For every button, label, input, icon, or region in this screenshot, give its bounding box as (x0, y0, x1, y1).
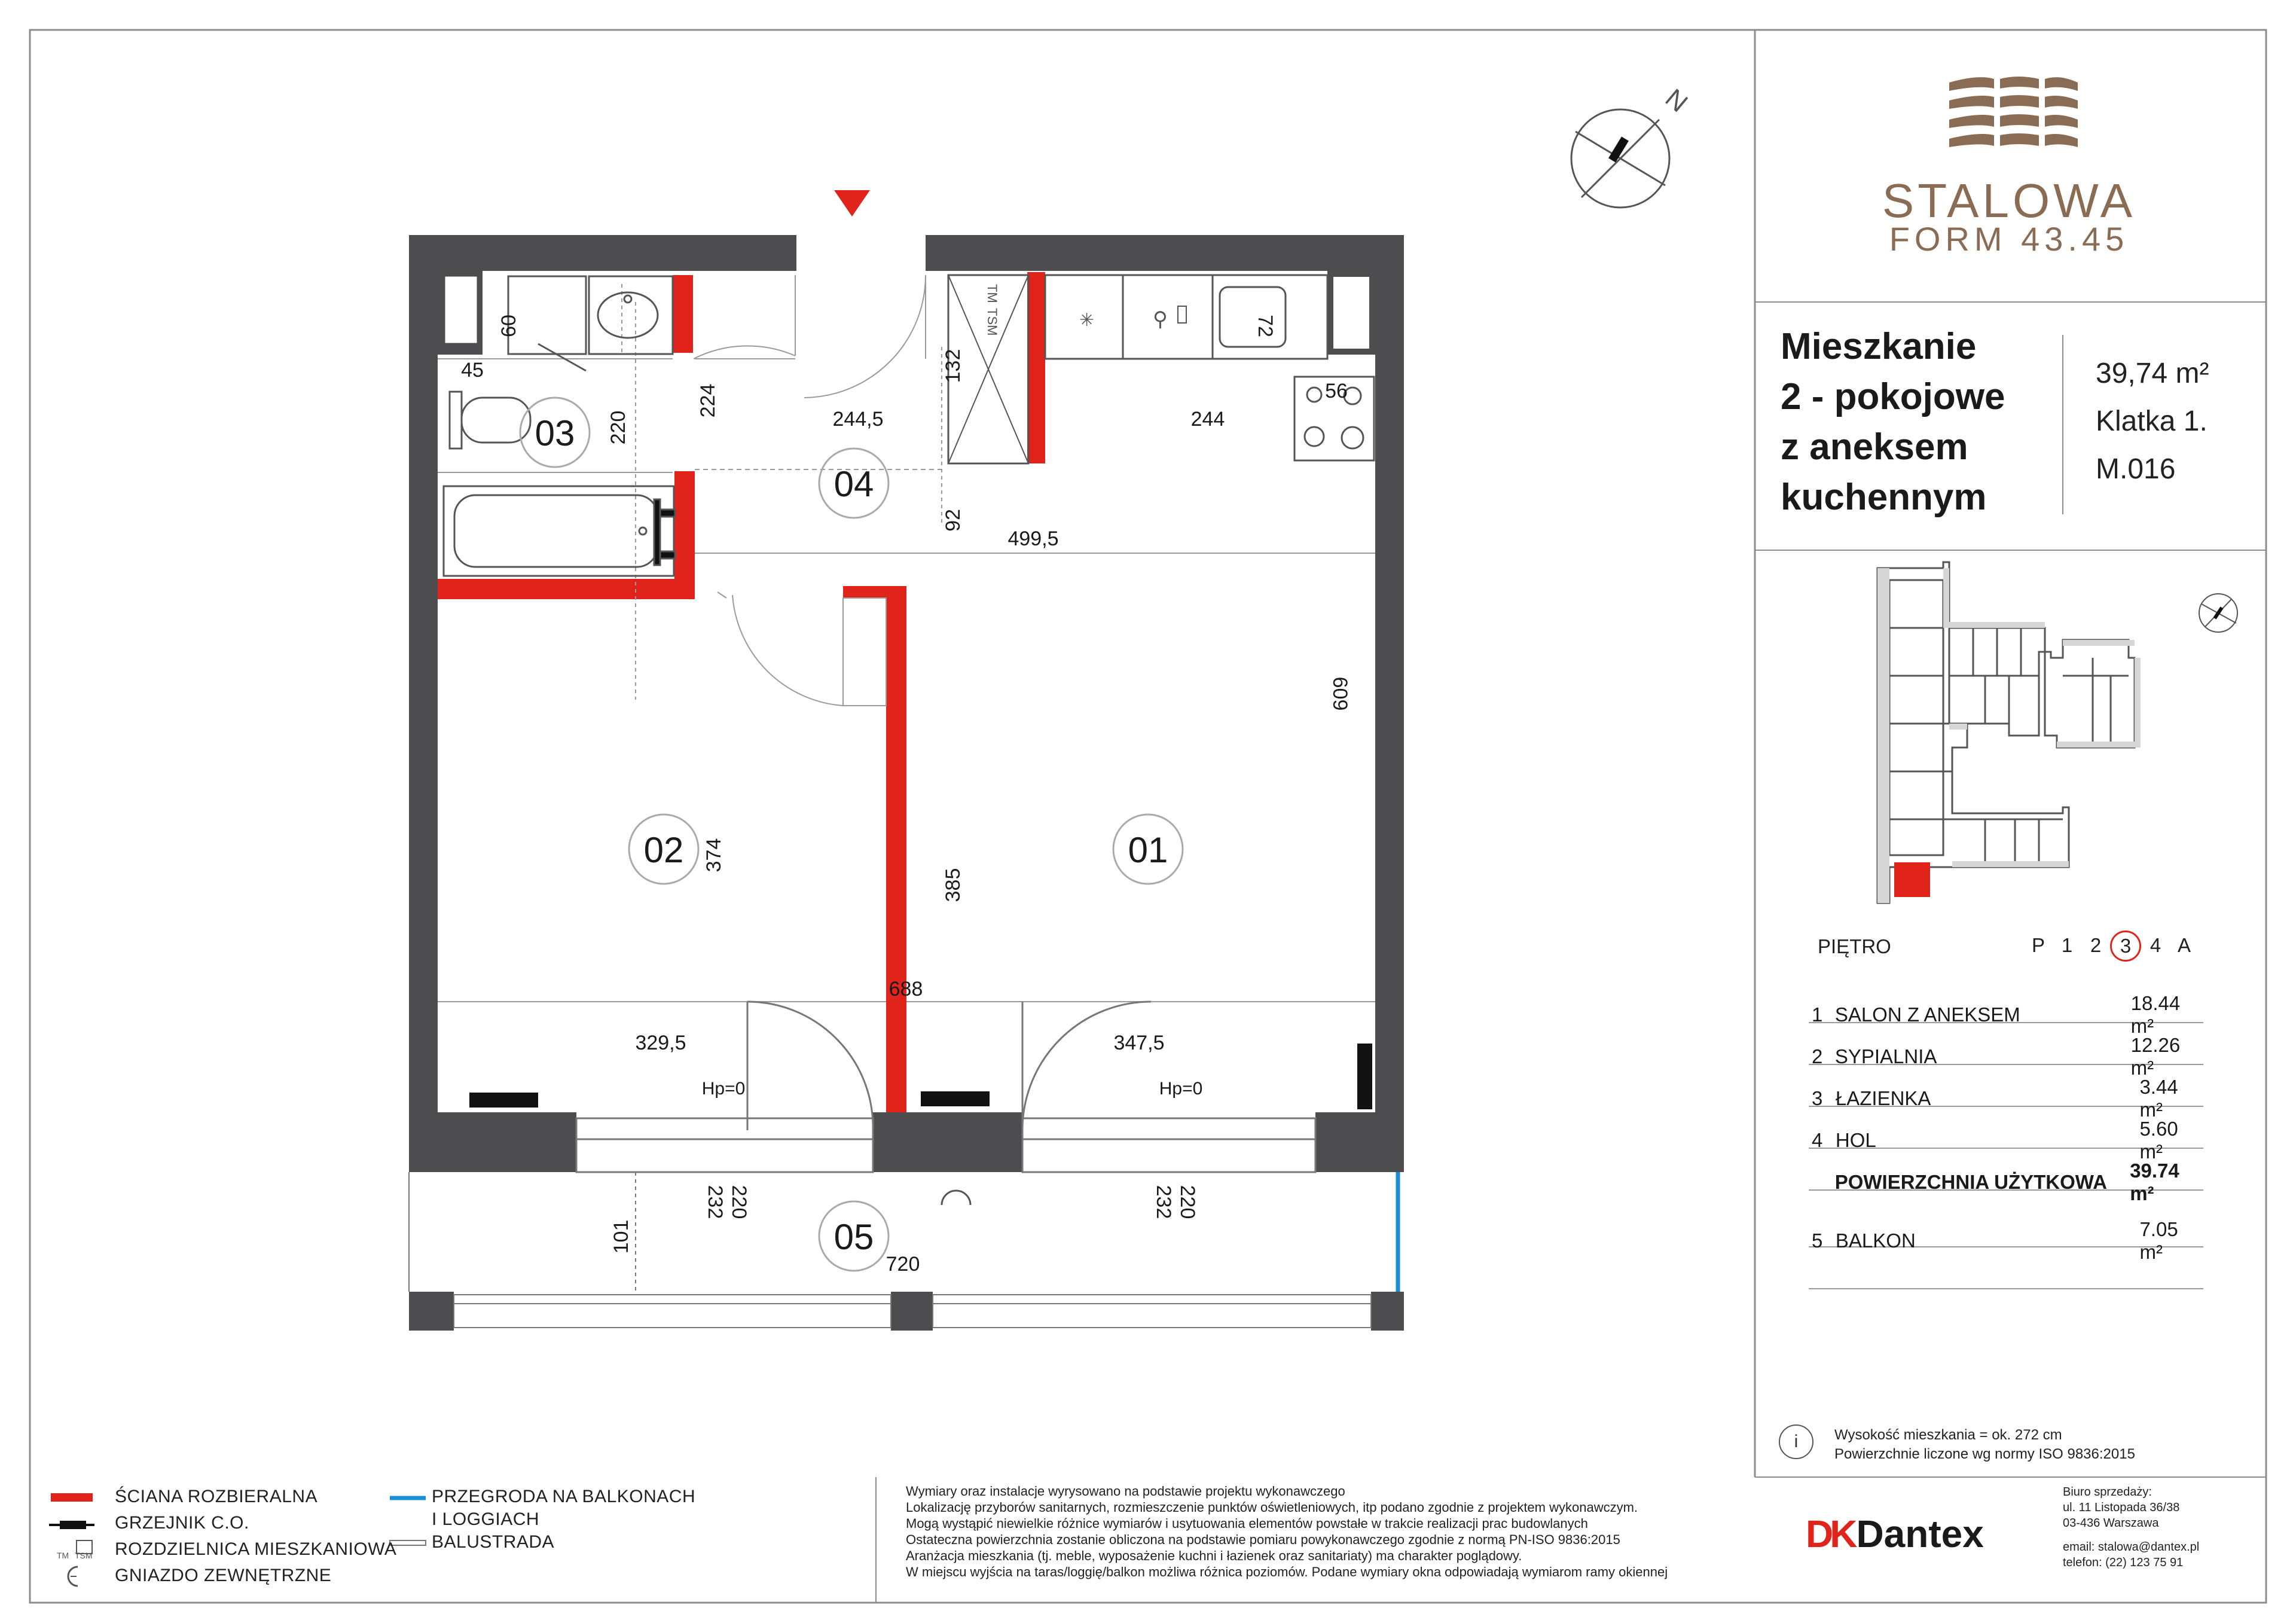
shaft-left (445, 277, 477, 343)
room-name: HOL (1835, 1129, 1876, 1151)
room-number: 2 (1812, 1045, 1823, 1067)
dim-56: 56 (1325, 380, 1348, 402)
apartment-info (2096, 350, 2209, 493)
floor-option[interactable]: 2 (2090, 934, 2102, 956)
svg-text:TSM: TSM (75, 1551, 93, 1560)
room-area: 3.44 m² (2139, 1076, 2178, 1121)
floor-option[interactable]: P (2031, 934, 2045, 956)
info-icon: i (1779, 1424, 1813, 1459)
dim-609: 609 (1329, 676, 1351, 711)
disclaimer-line: Mogą wystąpić niewielkie różnice wymiarów i usytuowania elementów powstałe w trakcie realizacji prac budowlanych (906, 1516, 1588, 1531)
room-name: SYPIALNIA (1834, 1045, 1937, 1067)
usable-area-row (1812, 1161, 2206, 1203)
dishwasher-icon: ⚲ (1153, 308, 1168, 331)
cabinet-label-tsm: TSM (985, 308, 1000, 336)
room-area: 5.60 m² (2139, 1118, 2178, 1163)
floor-option[interactable]: 4 (2150, 934, 2161, 956)
apartment-type-line: 2 - pokojowe (1781, 376, 2005, 417)
disclaimer-line: Aranżacja mieszkania (tj. meble, wyposażenie kuchni i łazienek oraz sanitariaty) ma charakter poglądowy. (906, 1548, 1522, 1563)
room-row (1812, 1078, 2206, 1119)
threshold-height-2: Hp=0 (1159, 1079, 1203, 1099)
socket-icon (942, 1191, 970, 1205)
disclaimer-line: Ostateczna powierzchnia zostanie obliczona na podstawie pomiaru powykonawczego zgodnie z normą PN-ISO 9836:2015 (906, 1532, 1620, 1547)
radiator-icon (469, 1044, 1372, 1109)
dim-232-left: 232 (704, 1185, 726, 1219)
dim-244: 244 (1190, 408, 1225, 431)
legend-radiator-label: GRZEJNIK C.O. (115, 1513, 249, 1533)
dim-101: 101 (610, 1219, 633, 1254)
room-labels (535, 410, 1168, 1257)
threshold-height-1: Hp=0 (701, 1079, 746, 1099)
legend-balustrade-label: BALUSTRADA (432, 1532, 555, 1552)
balcony (409, 1172, 1371, 1328)
room-table (1812, 994, 2206, 1262)
balcony-name: BALKON (1835, 1230, 1916, 1252)
stalowa-logo-icon (1937, 66, 2081, 167)
sales-office (2063, 1484, 2199, 1570)
legend-distribution-icon (57, 1540, 93, 1560)
apartment-staircase: Klatka 1. (2096, 405, 2208, 437)
disclaimer-line: Lokalizację przyborów sanitarnych, rozmieszczenie punktów oświetleniowych, itp podano zgodnie z projektem wykonawczym. (906, 1500, 1638, 1515)
dim-132: 132 (942, 349, 964, 383)
apartment-type-line: kuchennym (1781, 477, 1987, 518)
info-note-line: Powierzchnie liczone wg normy ISO 9836:2015 (1834, 1446, 2135, 1462)
room-number: 3 (1812, 1087, 1823, 1109)
room-area: 18.44 m² (2130, 992, 2181, 1037)
entrance-marker-icon (834, 190, 870, 216)
dim-92: 92 (942, 509, 964, 532)
legend-distribution-label: ROZDZIELNICA MIESZKANIOWA (115, 1539, 397, 1559)
room-label-02: 02 (643, 830, 684, 870)
dim-72: 72 (1254, 315, 1277, 337)
dim-385: 385 (942, 868, 964, 902)
legend-socket-icon (68, 1567, 78, 1586)
floor-option[interactable]: 1 (2061, 934, 2073, 956)
apartment-unit: M.016 (2096, 453, 2176, 485)
dim-347-5: 347,5 (1113, 1032, 1165, 1054)
disclaimer-line: Wymiary oraz instalacje wyrysowano na podstawie projektu wykonawczego (906, 1484, 1345, 1499)
logo-line2: FORM 43.45 (1889, 220, 2129, 258)
balcony-row (1812, 1220, 2206, 1262)
fridge-icon: ✳ (1079, 310, 1095, 330)
sales-office-line: Biuro sprzedaży: (2063, 1485, 2152, 1499)
building-key-plan (1854, 556, 2260, 927)
compass-letter: N (1659, 83, 1693, 118)
balcony-area: 7.05 m² (2139, 1218, 2178, 1263)
apartment-area: 39,74 m² (2096, 358, 2209, 389)
dantex-logo (1806, 1512, 1984, 1556)
room-number: 1 (1812, 1003, 1823, 1026)
info-note-line: Wysokość mieszkania = ok. 272 cm (1834, 1427, 2062, 1443)
shaft-right (1333, 277, 1369, 349)
dim-224: 224 (697, 383, 719, 418)
dim-45: 45 (461, 359, 484, 382)
cabinet-label-tm: TM (985, 284, 1000, 303)
compass-icon (1571, 83, 1693, 208)
room-name: ŁAZIENKA (1835, 1087, 1931, 1109)
dantex-mark-icon: DK (1806, 1512, 1854, 1555)
room-label-01: 01 (1128, 830, 1168, 870)
legend-socket-label: GNIAZDO ZEWNĘTRZNE (115, 1566, 332, 1585)
room-label-04: 04 (833, 464, 874, 504)
room-label-03: 03 (535, 413, 575, 453)
dim-220: 220 (607, 410, 630, 445)
legend-wall-icon (51, 1493, 93, 1502)
dim-232-right: 232 (1152, 1185, 1175, 1219)
legend-radiator-icon (49, 1521, 94, 1529)
dim-60: 60 (497, 315, 520, 337)
key-plan-compass-icon (2199, 594, 2237, 632)
floor-selector (2024, 931, 2199, 962)
apartment-type (1781, 322, 2005, 523)
svg-text:TM: TM (57, 1551, 69, 1560)
dim-374: 374 (703, 838, 725, 872)
floor-option-selected[interactable]: 3 (2110, 931, 2141, 962)
disclaimer (906, 1483, 1749, 1580)
room-label-05: 05 (833, 1217, 874, 1257)
legend-wall-label: ŚCIANA ROZBIERALNA (115, 1487, 318, 1506)
unit-highlight (1894, 862, 1930, 897)
disclaimer-line: W miejscu wyjścia na taras/loggię/balkon możliwa różnica poziomów. Podane wymiary okna odpowiadają wymiarom ramy okiennej (906, 1564, 1668, 1579)
legend-partition-label-2: I LOGGIACH (432, 1509, 540, 1529)
dim-220-left: 220 (728, 1185, 750, 1219)
dim-220-right: 220 (1176, 1185, 1199, 1219)
room-row (1812, 1036, 2206, 1078)
sales-office-line: 03-436 Warszawa (2063, 1517, 2159, 1530)
logo-line1: STALOWA (1882, 174, 2136, 227)
room-name: SALON Z ANEKSEM (1834, 1003, 2020, 1026)
room-number: 4 (1812, 1129, 1823, 1151)
room-row (1812, 1119, 2206, 1161)
apartment-type-line: z aneksem (1781, 426, 1968, 468)
dim-720: 720 (886, 1253, 920, 1276)
balcony-number: 5 (1812, 1230, 1823, 1252)
dim-244-5: 244,5 (832, 408, 884, 431)
sales-office-line: ul. 11 Listopada 36/38 (2063, 1501, 2180, 1514)
dantex-name: Dantex (1856, 1512, 1984, 1555)
floor-label: PIĘTRO (1818, 935, 1891, 957)
wall-red (438, 272, 1045, 1112)
sales-office-email[interactable]: email: stalowa@dantex.pl (2063, 1540, 2200, 1554)
room-row (1812, 994, 2206, 1036)
usable-area-label: POWIERZCHNIA UŻYTKOWA (1834, 1171, 2107, 1193)
kitchen-small-icons (1079, 306, 1186, 331)
sales-office-phone[interactable]: telefon: (22) 123 75 91 (2063, 1556, 2184, 1569)
dim-499-5: 499,5 (1007, 527, 1059, 550)
legend-partition-label: PRZEGRODA NA BALKONACH (432, 1487, 696, 1506)
dim-688: 688 (889, 978, 923, 1000)
dim-329-5: 329,5 (635, 1032, 686, 1054)
info-note (1834, 1426, 2135, 1464)
floor-option[interactable]: A (2177, 934, 2191, 956)
apartment-type-line: Mieszkanie (1781, 326, 1977, 367)
kitchen-counter (948, 275, 1374, 463)
room-area: 12.26 m² (2130, 1034, 2181, 1079)
usable-area-value: 39.74 m² (2130, 1160, 2179, 1204)
